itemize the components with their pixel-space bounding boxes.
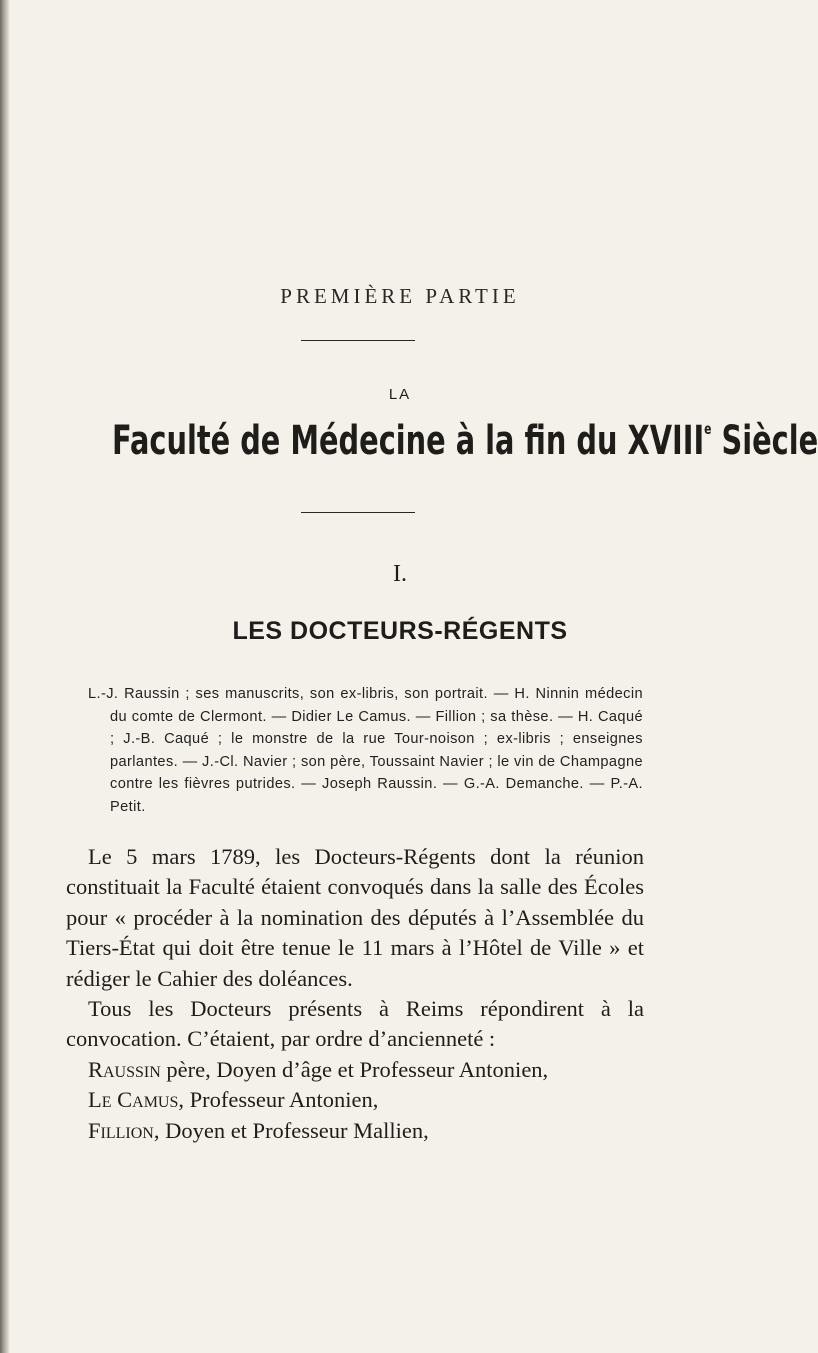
chapter-summary: L.-J. Raussin ; ses manuscrits, son ex-libris, son portrait. — H. Ninnin médecin du comte de Clermont. — Didier Le Camus. — Fillion ; sa thèse. — H. Caqué ; J.-B. Caqué ; le monstre de la rue Tour-noison ; ex-libris ; enseignes parlantes. — J.-Cl. Navier ; son père, Toussaint Navier ; le vin de Champagne contre les fièvres putrides. — Joseph Raussin. — G.-A. Demanche. — P.-A. Petit.	[88, 686, 643, 815]
main-title-text: Faculté de Médecine à la fin du XVIII	[112, 418, 705, 464]
body-text	[66, 842, 644, 1146]
chapter-title: LES DOCTEURS-RÉGENTS	[232, 617, 568, 645]
doctor-name: Raussin	[88, 1056, 161, 1082]
doctor-name: Le Camus	[88, 1087, 179, 1113]
title-article: LA	[388, 386, 412, 403]
doctor-detail: père, Doyen d’âge et Professeur Antonien,	[160, 1056, 549, 1082]
doctor-detail: , Professeur Antonien,	[178, 1087, 379, 1113]
page-binding-edge	[0, 0, 10, 1353]
divider-rule	[301, 340, 415, 341]
main-title-superscript: e	[704, 420, 712, 438]
main-title-end: Siècle	[711, 418, 818, 464]
list-item	[66, 1055, 644, 1085]
main-title	[112, 418, 818, 464]
part-title: PREMIÈRE PARTIE	[280, 284, 520, 308]
chapter-number: I.	[393, 561, 407, 587]
paragraph: Tous les Docteurs présents à Reims répondirent à la convocation. C’étaient, par ordre d’ancienneté :	[66, 996, 644, 1052]
divider-rule	[301, 512, 415, 513]
paragraph: Le 5 mars 1789, les Docteurs-Régents dont la réunion constituait la Faculté étaient convoqués dans la salle des Écoles pour « procéder à la nomination des députés à l’Assemblée du Tiers-État qui doit être tenue le 11 mars à l’Hôtel de Ville » et rédiger le Cahier des doléances.	[66, 844, 644, 991]
list-item	[66, 1085, 644, 1115]
doctor-name: Fillion	[88, 1117, 154, 1143]
list-item	[66, 1116, 644, 1146]
doctor-detail: , Doyen et Professeur Mallien,	[153, 1117, 429, 1143]
